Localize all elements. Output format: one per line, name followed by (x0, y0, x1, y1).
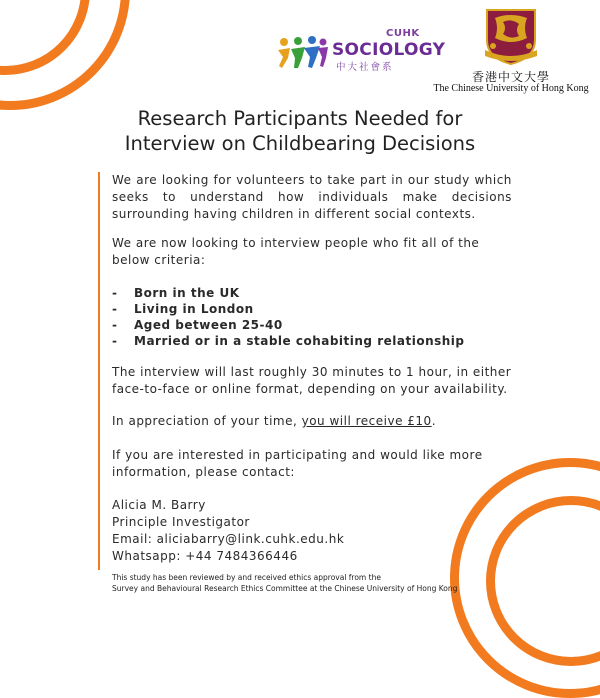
criteria-item (112, 301, 254, 317)
contact-intro-line-1: If you are interested in participating and would like more (112, 448, 483, 462)
intro-line-3: surrounding having children in different social contexts. (112, 207, 476, 221)
logo-sociology-chinese: 中大社會系 (336, 62, 394, 73)
page-title (60, 106, 540, 156)
appreciation-prefix: In appreciation of your time, (112, 414, 302, 428)
intro-line-2: seeks to understand how individuals make decisions (112, 190, 512, 204)
cuhk-sociology-logo (276, 28, 446, 74)
contact-email[interactable]: Email: aliciabarry@link.cuhk.edu.hk (112, 532, 345, 546)
ethics-footer (112, 572, 457, 594)
criteria-intro-line-2: below criteria: (112, 253, 206, 267)
intro-paragraph (112, 172, 512, 223)
contact-intro-line-2: information, please contact: (112, 465, 295, 479)
duration-line-2: face-to-face or online format, depending on your availability. (112, 382, 508, 396)
appreciation-paragraph (112, 413, 512, 430)
footer-line-2: Survey and Behavioural Research Ethics Committee at the Chinese University of Hong Kong (112, 584, 458, 593)
logo-sociology-text: SOCIOLOGY (332, 40, 446, 60)
criteria-item (112, 317, 283, 333)
appreciation-suffix: . (431, 414, 437, 428)
contact-intro-paragraph (112, 447, 512, 481)
contact-block (112, 497, 512, 565)
reward-text: you will receive £10 (301, 414, 432, 428)
bullet-dash: - (112, 318, 118, 332)
bullet-dash: - (112, 286, 118, 300)
criteria-text: Born in the UK (134, 286, 240, 300)
criteria-text: Living in London (134, 302, 254, 316)
bullet-dash: - (112, 302, 118, 316)
contact-whatsapp[interactable]: Whatsapp: +44 7484366446 (112, 549, 298, 563)
criteria-item (112, 285, 240, 301)
logo-cuhk-text: CUHK (386, 28, 420, 39)
criteria-text: Aged between 25-40 (134, 318, 283, 332)
university-english-name: The Chinese University of Hong Kong (433, 83, 589, 94)
intro-line-1: We are looking for volunteers to take part in our study which (112, 173, 512, 187)
contact-role: Principle Investigator (112, 515, 250, 529)
accent-divider (98, 172, 100, 570)
duration-line-1: The interview will last roughly 30 minutes to 1 hour, in either (112, 365, 512, 379)
title-line-2: Interview on Childbearing Decisions (124, 132, 476, 155)
university-crest-icon (481, 6, 541, 66)
title-line-1: Research Participants Needed for (137, 107, 463, 130)
university-chinese-name: 香港中文大學 (471, 70, 550, 84)
criteria-item (112, 333, 465, 349)
criteria-intro-line-1: We are now looking to interview people who fit all of the (112, 236, 480, 250)
criteria-text: Married or in a stable cohabiting relationship (134, 334, 465, 348)
duration-paragraph (112, 364, 512, 398)
bullet-dash: - (112, 334, 118, 348)
footer-line-1: This study has been reviewed by and received ethics approval from the (112, 573, 381, 582)
criteria-intro-paragraph (112, 235, 512, 269)
people-figures-icon (276, 36, 328, 70)
cuhk-university-logo (428, 6, 594, 94)
contact-name: Alicia M. Barry (112, 498, 206, 512)
